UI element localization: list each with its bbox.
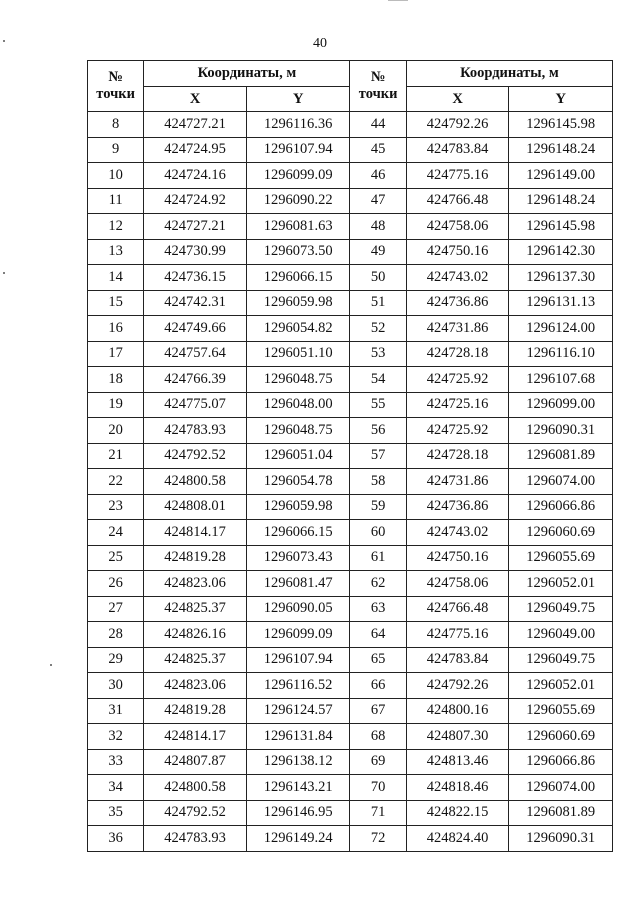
x-coordinate-cell: 424743.02 xyxy=(406,265,509,291)
coordinates-table xyxy=(87,60,613,852)
y-coordinate-cell: 1296049.00 xyxy=(509,622,613,648)
y-coordinate-cell: 1296099.09 xyxy=(246,622,350,648)
y-coordinate-cell: 1296066.15 xyxy=(246,520,350,546)
y-coordinate-cell: 1296066.86 xyxy=(509,749,613,775)
table-row xyxy=(88,163,613,189)
x-coordinate-cell: 424749.66 xyxy=(144,316,247,342)
point-number-cell: 33 xyxy=(88,749,144,775)
x-coordinate-cell: 424727.21 xyxy=(144,112,247,138)
table-row xyxy=(88,673,613,699)
y-header: Y xyxy=(509,87,613,112)
point-number-cell: 48 xyxy=(350,214,406,240)
x-coordinate-cell: 424783.93 xyxy=(144,826,247,852)
x-coordinate-cell: 424758.06 xyxy=(406,571,509,597)
table-row xyxy=(88,367,613,393)
point-number-cell: 11 xyxy=(88,188,144,214)
y-coordinate-cell: 1296074.00 xyxy=(509,775,613,801)
y-coordinate-cell: 1296060.69 xyxy=(509,724,613,750)
point-number-cell: 12 xyxy=(88,214,144,240)
y-coordinate-cell: 1296145.98 xyxy=(509,112,613,138)
x-coordinate-cell: 424725.92 xyxy=(406,367,509,393)
table-row xyxy=(88,647,613,673)
x-coordinate-cell: 424742.31 xyxy=(144,290,247,316)
point-number-header xyxy=(350,61,406,112)
point-number-cell: 63 xyxy=(350,596,406,622)
x-coordinate-cell: 424814.17 xyxy=(144,520,247,546)
point-number-cell: 26 xyxy=(88,571,144,597)
y-coordinate-cell: 1296055.69 xyxy=(509,698,613,724)
point-number-cell: 53 xyxy=(350,341,406,367)
y-coordinate-cell: 1296124.57 xyxy=(246,698,350,724)
point-number-cell: 28 xyxy=(88,622,144,648)
table-row xyxy=(88,443,613,469)
x-coordinate-cell: 424822.15 xyxy=(406,800,509,826)
y-coordinate-cell: 1296059.98 xyxy=(246,494,350,520)
point-number-cell: 50 xyxy=(350,265,406,291)
table-row xyxy=(88,571,613,597)
point-number-cell: 36 xyxy=(88,826,144,852)
x-header: X xyxy=(144,87,247,112)
x-coordinate-cell: 424730.99 xyxy=(144,239,247,265)
y-coordinate-cell: 1296090.31 xyxy=(509,418,613,444)
point-number-cell: 30 xyxy=(88,673,144,699)
point-number-cell: 32 xyxy=(88,724,144,750)
y-coordinate-cell: 1296090.31 xyxy=(509,826,613,852)
y-coordinate-cell: 1296090.05 xyxy=(246,596,350,622)
y-coordinate-cell: 1296081.89 xyxy=(509,443,613,469)
x-coordinate-cell: 424792.26 xyxy=(406,673,509,699)
table-row xyxy=(88,775,613,801)
point-number-cell: 19 xyxy=(88,392,144,418)
y-coordinate-cell: 1296073.50 xyxy=(246,239,350,265)
point-number-cell: 23 xyxy=(88,494,144,520)
y-coordinate-cell: 1296081.63 xyxy=(246,214,350,240)
x-coordinate-cell: 424775.16 xyxy=(406,622,509,648)
table-row xyxy=(88,545,613,571)
point-number-cell: 16 xyxy=(88,316,144,342)
table-row xyxy=(88,214,613,240)
point-number-cell: 18 xyxy=(88,367,144,393)
y-coordinate-cell: 1296073.43 xyxy=(246,545,350,571)
x-coordinate-cell: 424750.16 xyxy=(406,239,509,265)
point-number-cell: 44 xyxy=(350,112,406,138)
y-coordinate-cell: 1296116.52 xyxy=(246,673,350,699)
y-coordinate-cell: 1296052.01 xyxy=(509,571,613,597)
y-coordinate-cell: 1296066.15 xyxy=(246,265,350,291)
table-row xyxy=(88,698,613,724)
y-header: Y xyxy=(246,87,350,112)
y-coordinate-cell: 1296107.94 xyxy=(246,647,350,673)
y-coordinate-cell: 1296107.68 xyxy=(509,367,613,393)
x-coordinate-cell: 424725.16 xyxy=(406,392,509,418)
y-coordinate-cell: 1296124.00 xyxy=(509,316,613,342)
x-coordinate-cell: 424825.37 xyxy=(144,596,247,622)
point-number-cell: 35 xyxy=(88,800,144,826)
point-number-cell: 46 xyxy=(350,163,406,189)
point-number-cell: 17 xyxy=(88,341,144,367)
point-number-cell: 31 xyxy=(88,698,144,724)
point-number-cell: 25 xyxy=(88,545,144,571)
x-coordinate-cell: 424731.86 xyxy=(406,316,509,342)
x-coordinate-cell: 424736.15 xyxy=(144,265,247,291)
table-row xyxy=(88,622,613,648)
point-number-cell: 29 xyxy=(88,647,144,673)
x-coordinate-cell: 424736.86 xyxy=(406,494,509,520)
point-number-cell: 34 xyxy=(88,775,144,801)
x-coordinate-cell: 424775.16 xyxy=(406,163,509,189)
y-coordinate-cell: 1296099.00 xyxy=(509,392,613,418)
table-row xyxy=(88,418,613,444)
y-coordinate-cell: 1296107.94 xyxy=(246,137,350,163)
table-row xyxy=(88,392,613,418)
point-number-cell: 59 xyxy=(350,494,406,520)
point-number-cell: 9 xyxy=(88,137,144,163)
y-coordinate-cell: 1296048.00 xyxy=(246,392,350,418)
x-coordinate-cell: 424807.87 xyxy=(144,749,247,775)
x-coordinate-cell: 424808.01 xyxy=(144,494,247,520)
y-coordinate-cell: 1296148.24 xyxy=(509,137,613,163)
table-row xyxy=(88,316,613,342)
x-coordinate-cell: 424728.18 xyxy=(406,341,509,367)
y-coordinate-cell: 1296052.01 xyxy=(509,673,613,699)
point-number-cell: 52 xyxy=(350,316,406,342)
x-coordinate-cell: 424766.48 xyxy=(406,596,509,622)
point-number-cell: 55 xyxy=(350,392,406,418)
point-number-cell: 47 xyxy=(350,188,406,214)
point-number-cell: 61 xyxy=(350,545,406,571)
y-coordinate-cell: 1296148.24 xyxy=(509,188,613,214)
x-coordinate-cell: 424819.28 xyxy=(144,698,247,724)
x-coordinate-cell: 424736.86 xyxy=(406,290,509,316)
y-coordinate-cell: 1296060.69 xyxy=(509,520,613,546)
point-number-cell: 10 xyxy=(88,163,144,189)
y-coordinate-cell: 1296145.98 xyxy=(509,214,613,240)
x-coordinate-cell: 424724.92 xyxy=(144,188,247,214)
table-row xyxy=(88,341,613,367)
x-coordinate-cell: 424783.93 xyxy=(144,418,247,444)
y-coordinate-cell: 1296054.78 xyxy=(246,469,350,495)
x-coordinate-cell: 424758.06 xyxy=(406,214,509,240)
point-number-cell: 15 xyxy=(88,290,144,316)
table-row xyxy=(88,290,613,316)
point-number-cell: 70 xyxy=(350,775,406,801)
y-coordinate-cell: 1296099.09 xyxy=(246,163,350,189)
y-coordinate-cell: 1296142.30 xyxy=(509,239,613,265)
x-coordinate-cell: 424766.48 xyxy=(406,188,509,214)
point-number-cell: 49 xyxy=(350,239,406,265)
table-row xyxy=(88,596,613,622)
x-coordinate-cell: 424757.64 xyxy=(144,341,247,367)
point-number-cell: 62 xyxy=(350,571,406,597)
x-coordinate-cell: 424813.46 xyxy=(406,749,509,775)
point-number-cell: 22 xyxy=(88,469,144,495)
x-coordinate-cell: 424800.16 xyxy=(406,698,509,724)
x-coordinate-cell: 424725.92 xyxy=(406,418,509,444)
y-coordinate-cell: 1296131.84 xyxy=(246,724,350,750)
x-coordinate-cell: 424792.52 xyxy=(144,800,247,826)
x-coordinate-cell: 424743.02 xyxy=(406,520,509,546)
x-coordinate-cell: 424766.39 xyxy=(144,367,247,393)
table-row xyxy=(88,239,613,265)
y-coordinate-cell: 1296137.30 xyxy=(509,265,613,291)
x-coordinate-cell: 424800.58 xyxy=(144,469,247,495)
point-word: точки xyxy=(96,86,135,102)
point-number-cell: 65 xyxy=(350,647,406,673)
y-coordinate-cell: 1296048.75 xyxy=(246,418,350,444)
point-number-cell: 72 xyxy=(350,826,406,852)
y-coordinate-cell: 1296081.47 xyxy=(246,571,350,597)
top-edge-mark xyxy=(388,0,408,1)
point-number-cell: 54 xyxy=(350,367,406,393)
point-number-cell: 13 xyxy=(88,239,144,265)
y-coordinate-cell: 1296049.75 xyxy=(509,596,613,622)
y-coordinate-cell: 1296055.69 xyxy=(509,545,613,571)
x-coordinate-cell: 424792.52 xyxy=(144,443,247,469)
table-row xyxy=(88,724,613,750)
point-number-cell: 68 xyxy=(350,724,406,750)
x-coordinate-cell: 424724.16 xyxy=(144,163,247,189)
x-coordinate-cell: 424826.16 xyxy=(144,622,247,648)
y-coordinate-cell: 1296074.00 xyxy=(509,469,613,495)
y-coordinate-cell: 1296081.89 xyxy=(509,800,613,826)
point-number-cell: 27 xyxy=(88,596,144,622)
y-coordinate-cell: 1296051.10 xyxy=(246,341,350,367)
point-number-cell: 64 xyxy=(350,622,406,648)
table-row xyxy=(88,137,613,163)
page-number: 40 xyxy=(313,36,327,51)
x-coordinate-cell: 424783.84 xyxy=(406,647,509,673)
x-coordinate-cell: 424775.07 xyxy=(144,392,247,418)
x-coordinate-cell: 424731.86 xyxy=(406,469,509,495)
table-row xyxy=(88,188,613,214)
point-number-cell: 20 xyxy=(88,418,144,444)
point-number-cell: 58 xyxy=(350,469,406,495)
y-coordinate-cell: 1296049.75 xyxy=(509,647,613,673)
point-number-cell: 66 xyxy=(350,673,406,699)
x-coordinate-cell: 424728.18 xyxy=(406,443,509,469)
x-coordinate-cell: 424818.46 xyxy=(406,775,509,801)
y-coordinate-cell: 1296143.21 xyxy=(246,775,350,801)
coordinates-header: Координаты, м xyxy=(144,61,350,87)
y-coordinate-cell: 1296051.04 xyxy=(246,443,350,469)
table-row xyxy=(88,520,613,546)
point-number-cell: 51 xyxy=(350,290,406,316)
x-coordinate-cell: 424792.26 xyxy=(406,112,509,138)
table-row xyxy=(88,469,613,495)
scan-speck xyxy=(50,664,52,666)
x-coordinate-cell: 424783.84 xyxy=(406,137,509,163)
table-row xyxy=(88,265,613,291)
y-coordinate-cell: 1296149.00 xyxy=(509,163,613,189)
table-row xyxy=(88,826,613,852)
x-coordinate-cell: 424825.37 xyxy=(144,647,247,673)
x-coordinate-cell: 424727.21 xyxy=(144,214,247,240)
y-coordinate-cell: 1296054.82 xyxy=(246,316,350,342)
x-coordinate-cell: 424819.28 xyxy=(144,545,247,571)
point-number-cell: 21 xyxy=(88,443,144,469)
x-coordinate-cell: 424824.40 xyxy=(406,826,509,852)
table-row xyxy=(88,494,613,520)
table-row xyxy=(88,749,613,775)
coordinates-header: Координаты, м xyxy=(406,61,612,87)
point-number-cell: 71 xyxy=(350,800,406,826)
point-number-header xyxy=(88,61,144,112)
y-coordinate-cell: 1296138.12 xyxy=(246,749,350,775)
scan-speck xyxy=(3,272,5,274)
x-header: X xyxy=(406,87,509,112)
x-coordinate-cell: 424823.06 xyxy=(144,571,247,597)
point-number-cell: 56 xyxy=(350,418,406,444)
coordinates-body xyxy=(88,112,613,852)
y-coordinate-cell: 1296146.95 xyxy=(246,800,350,826)
x-coordinate-cell: 424823.06 xyxy=(144,673,247,699)
y-coordinate-cell: 1296066.86 xyxy=(509,494,613,520)
point-number-cell: 8 xyxy=(88,112,144,138)
y-coordinate-cell: 1296048.75 xyxy=(246,367,350,393)
x-coordinate-cell: 424807.30 xyxy=(406,724,509,750)
y-coordinate-cell: 1296149.24 xyxy=(246,826,350,852)
point-number-cell: 57 xyxy=(350,443,406,469)
x-coordinate-cell: 424724.95 xyxy=(144,137,247,163)
point-number-cell: 24 xyxy=(88,520,144,546)
point-number-cell: 14 xyxy=(88,265,144,291)
y-coordinate-cell: 1296131.13 xyxy=(509,290,613,316)
x-coordinate-cell: 424814.17 xyxy=(144,724,247,750)
point-word: точки xyxy=(358,86,398,102)
point-number-cell: 69 xyxy=(350,749,406,775)
y-coordinate-cell: 1296116.36 xyxy=(246,112,350,138)
x-coordinate-cell: 424750.16 xyxy=(406,545,509,571)
point-number-cell: 67 xyxy=(350,698,406,724)
number-sign: № xyxy=(370,69,386,85)
table-row xyxy=(88,800,613,826)
point-number-cell: 60 xyxy=(350,520,406,546)
x-coordinate-cell: 424800.58 xyxy=(144,775,247,801)
y-coordinate-cell: 1296059.98 xyxy=(246,290,350,316)
point-number-cell: 45 xyxy=(350,137,406,163)
table-row xyxy=(88,112,613,138)
y-coordinate-cell: 1296090.22 xyxy=(246,188,350,214)
number-sign: № xyxy=(108,69,123,85)
y-coordinate-cell: 1296116.10 xyxy=(509,341,613,367)
